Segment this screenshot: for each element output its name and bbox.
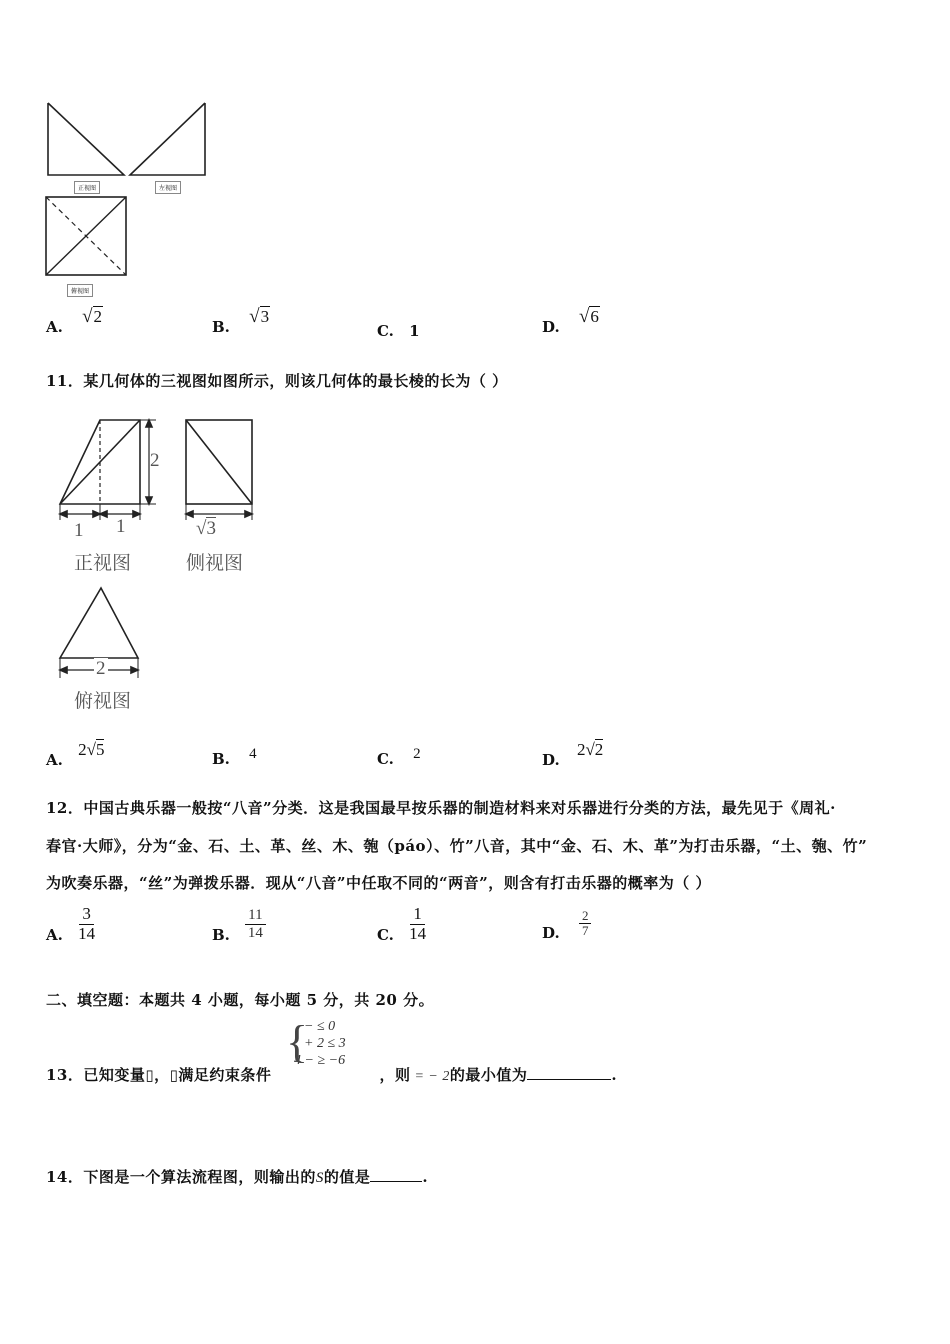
q11-top-caption: 俯视图: [74, 691, 132, 712]
option-fraction: $\frac{3}{14}$: [78, 904, 96, 943]
option-value: 2: [413, 746, 421, 762]
option-letter: A.: [46, 318, 63, 336]
q10-front-view: [48, 103, 124, 175]
q12-stem-line2: 春官·大师》，分为“金、石、土、革、丝、木、匏（páo）、竹”八音，其中“金、石、木、革”为打击乐器，“土、匏、竹”: [46, 837, 868, 855]
option-fraction: $\frac{11}{14}$: [245, 907, 265, 941]
option-value: 6: [590, 307, 599, 326]
brace-icon: {: [286, 1016, 309, 1067]
q13-answer-blank[interactable]: [527, 1079, 611, 1080]
q11-option-a[interactable]: A. 2√5: [46, 740, 105, 769]
q10-option-d[interactable]: [542, 306, 600, 338]
q12-option-d[interactable]: [542, 908, 591, 942]
q11-dim-height: 2: [150, 450, 160, 471]
q13-stem: 13．已知变量▯，▯满足约束条件 ，则 = − 2的最小值为 .: [46, 1066, 618, 1084]
section-2-title: 二、填空题：本题共 4 小题，每小题 5 分，共 20 分。: [46, 991, 435, 1009]
q10-left-view-label: 左视图: [155, 181, 181, 194]
option-letter: B.: [212, 926, 230, 944]
q10-top-view-label: 俯视图: [67, 284, 93, 297]
q12-option-c[interactable]: [377, 905, 426, 943]
constraint-1: − ≤ 0: [304, 1019, 336, 1034]
option-fraction: $\frac{2}{7}$: [579, 909, 592, 939]
option-letter: B.: [212, 318, 230, 336]
q11-dim-top: 2: [96, 658, 106, 679]
sqrt-icon: √: [578, 306, 590, 327]
option-letter: D.: [542, 751, 560, 769]
q14-answer-blank[interactable]: [370, 1181, 422, 1182]
q12-option-b[interactable]: [212, 907, 266, 944]
q12-stem-line3: 为吹奏乐器，“丝”为弹拨乐器．现从“八音”中任取不同的“两音”，则含有打击乐器的概率为（ ）: [46, 874, 711, 892]
option-fraction: $\frac{1}{14}$: [409, 904, 427, 943]
q10-option-c[interactable]: [377, 322, 420, 340]
q13-constraint-system: [286, 1018, 346, 1069]
sqrt-icon: √: [86, 740, 96, 759]
q10-three-views-figure: [40, 95, 220, 305]
q10-option-b[interactable]: [212, 306, 270, 338]
option-value: 4: [249, 746, 257, 762]
q11-dim-right: 1: [116, 516, 126, 537]
option-letter: A.: [46, 751, 63, 769]
q11-stem: 11．某几何体的三视图如图所示，则该几何体的最长棱的长为（ ）: [46, 372, 508, 390]
sqrt-icon: √: [585, 740, 595, 759]
var-box: ▯: [169, 1066, 179, 1084]
option-value: 5: [95, 740, 105, 759]
option-value: 2: [594, 740, 604, 759]
q11-front-view: [60, 420, 156, 520]
q11-dim-side: √3: [196, 518, 216, 539]
option-letter: D.: [542, 318, 560, 336]
option-letter: C.: [377, 322, 394, 340]
sqrt-icon: √: [82, 306, 93, 327]
constraint-3: 4 − ≥ −6: [294, 1053, 346, 1068]
option-letter: D.: [542, 923, 560, 942]
q10-left-view: [130, 103, 205, 175]
option-value: 2: [93, 307, 103, 326]
q10-option-a[interactable]: [46, 306, 103, 338]
option-letter: C.: [377, 926, 394, 945]
q11-option-d[interactable]: D. 2√2: [542, 740, 604, 769]
q13-objective: = − 2: [410, 1069, 450, 1084]
q11-side-caption: 侧视图: [186, 553, 244, 574]
sqrt-icon: √: [196, 518, 207, 539]
q11-side-view: [186, 420, 252, 520]
option-letter: C.: [377, 750, 394, 768]
q11-option-c[interactable]: [377, 746, 421, 769]
q10-top-view: [46, 197, 126, 275]
option-letter: A.: [46, 926, 63, 945]
option-letter: B.: [212, 750, 230, 768]
q10-front-view-label: 正视图: [74, 181, 100, 194]
option-value: 1: [409, 322, 420, 340]
var-box: ▯: [145, 1066, 155, 1084]
option-value: 3: [260, 307, 270, 326]
q11-dim-left: 1: [74, 520, 84, 541]
q12-stem-line1: 12．中国古典乐器一般按“八音”分类．这是我国最早按乐器的制造材料来对乐器进行分类的方法，最先见于《周礼·: [46, 799, 836, 817]
q14-stem: 14．下图是一个算法流程图，则输出的S的值是 .: [46, 1168, 429, 1186]
sqrt-icon: √: [249, 306, 260, 327]
constraint-2: + 2 ≤ 3: [304, 1036, 346, 1051]
q11-front-caption: 正视图: [74, 553, 132, 574]
q12-option-a[interactable]: [46, 905, 95, 943]
q11-option-b[interactable]: [212, 746, 257, 769]
